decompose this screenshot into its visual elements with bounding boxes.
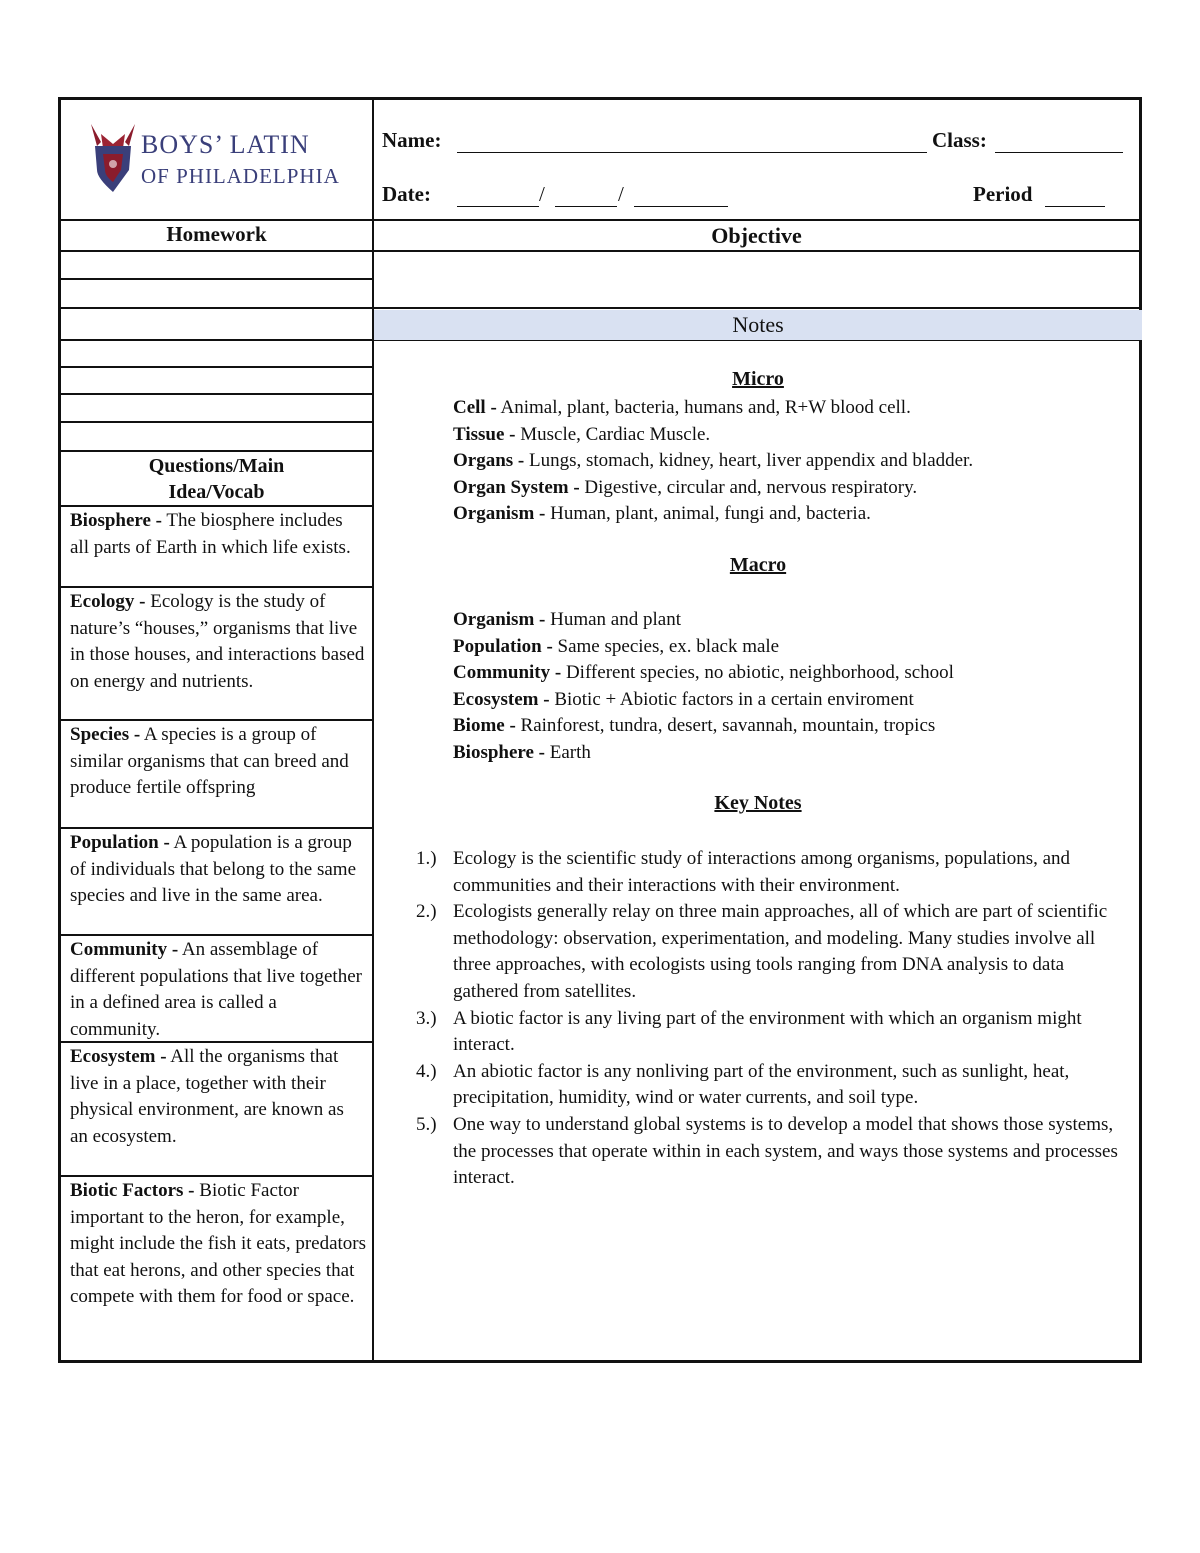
key-note-number: 4.) [416,1060,437,1082]
school-logo [83,120,343,200]
key-note-text: Ecology is the scientific study of interactions among organisms, populations, and communities and their interactions with their environment. [453,848,1071,896]
micro-list [453,395,1133,528]
questions-heading-line2: Idea/Vocab [168,481,265,503]
school-name-line2: OF PHILADELPHIA [141,164,340,188]
macro-item-ecosystem: Ecosystem - Biotic + Abiotic factors in a certain enviroment [453,688,914,710]
vocab-entry-population: Population - A population is a group of individuals that belong to the same species and live in the same area. [70,832,357,907]
hw-rule-5 [61,450,372,452]
questions-heading-line1: Questions/Main [148,455,285,477]
macro-item-population: Population - Same species, ex. black male [453,635,780,657]
micro-item-organs: Organs - Lungs, stomach, kidney, heart, liver appendix and bladder. [453,450,974,471]
vocab-rule-6 [61,1175,372,1177]
hw-rule-3 [61,393,372,395]
macro-list [453,607,1133,766]
key-note-number: 2.) [416,901,437,923]
hw-rule-4 [61,421,372,423]
key-note-item [416,1059,1128,1112]
micro-item-tissue: Tissue - Muscle, Cardiac Muscle. [453,423,711,445]
macro-item-community: Community - Different species, no abiotic, neighborhood, school [453,662,954,683]
class-label: Class: [932,128,987,152]
key-note-number: 3.) [416,1007,437,1029]
key-note-text: An abiotic factor is any nonliving part of the environment, such as sunlight, heat, precipitation, humidity, wind or water currents, and soil type. [453,1060,1070,1109]
vocab-entry-community: Community - An assemblage of different populations that live together in a defined area is called a community. [70,939,362,1040]
macro-item-biosphere: Biosphere - Earth [453,741,591,763]
macro-item-organism: Organism - Human and plant [453,609,681,630]
vocab-rule-1 [61,586,372,588]
period-field[interactable] [1045,206,1105,207]
period-label: Period [973,182,1033,206]
micro-heading: Micro [732,368,784,390]
vocab-entry-biosphere: Biosphere - The biosphere includes all parts of Earth in which life exists. [70,510,351,558]
vocab-rule-4 [61,934,372,936]
key-note-item [416,1006,1128,1059]
key-note-number: 5.) [416,1113,437,1135]
key-notes-heading: Key Notes [714,792,802,814]
key-note-item [416,899,1128,1005]
macro-item-biome: Biome - Rainforest, tundra, desert, savannah, mountain, tropics [453,715,936,736]
notes-heading: Notes [374,310,1142,340]
vocab-entry-species: Species - A species is a group of similar organisms that can breed and produce fertile offspring [70,724,349,799]
head-rule [61,250,1139,252]
notes-sheet [58,97,1142,1363]
date-separator-2: / [618,182,624,206]
date-separator-1: / [539,182,545,206]
hw-rule-2 [61,366,372,368]
date-day-field[interactable] [555,206,617,207]
vocab-entry-biotic-factors: Biotic Factors - Biotic Factor important to the heron, for example, might include the fish it eats, predators that eat herons, and other species that compete with them for food or space. [70,1180,367,1308]
school-name-line1: BOYS’ LATIN [141,130,310,159]
date-label: Date: [382,182,431,206]
homework-heading: Homework [166,222,267,246]
school-crest-icon [83,120,143,196]
key-notes-list [416,846,1128,1192]
name-field[interactable] [457,152,927,153]
header-rule [61,219,1139,221]
questions-rule [61,505,372,507]
key-note-item [416,846,1128,899]
vocab-rule-2 [61,719,372,721]
macro-heading: Macro [729,554,787,576]
key-note-item [416,1112,1128,1192]
micro-item-organism: Organism - Human, plant, animal, fungi and, bacteria. [453,503,871,524]
key-note-text: Ecologists generally relay on three main approaches, all of which are part of scientific methodology: observation, experimentation, and modeling. Many studies involve all three approaches, with ecologists using tools ranging from DNA analysis to data gathered from satellites. [453,901,1108,1002]
vocab-entry-ecology: Ecology - Ecology is the study of nature’s “houses,” organisms that live in those houses, and interactions based on energy and nutrients. [70,591,365,692]
key-note-number: 1.) [416,848,437,869]
vocab-entry-ecosystem: Ecosystem - All the organisms that live in a place, together with their physical environment, are known as an ecosystem. [70,1046,344,1147]
objective-rule [61,307,1139,309]
hw-rule-1 [61,278,372,280]
objective-heading: Objective [711,223,802,248]
vocab-rule-3 [61,827,372,829]
micro-item-organ-system: Organ System - Digestive, circular and, nervous respiratory. [453,476,918,498]
date-month-field[interactable] [457,206,539,207]
date-year-field[interactable] [634,206,728,207]
column-divider [372,100,374,1360]
key-note-text: One way to understand global systems is to develop a model that shows those systems, the processes that operate within in each system, and ways those systems and processes interact. [453,1113,1118,1189]
micro-item-cell: Cell - Animal, plant, bacteria, humans and, R+W blood cell. [453,397,911,418]
key-note-text: A biotic factor is any living part of the environment with which an organism might interact. [453,1007,1082,1056]
class-field[interactable] [995,152,1123,153]
name-label: Name: [382,128,442,152]
